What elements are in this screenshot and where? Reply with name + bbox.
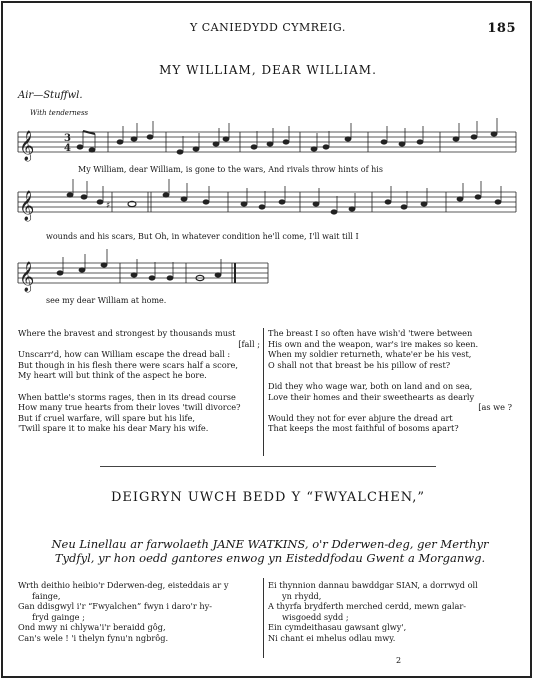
verse-line: yn rhydd, — [282, 590, 322, 601]
column-divider — [263, 578, 264, 658]
clefs — [19, 130, 34, 293]
sharp-signs — [106, 201, 110, 211]
verse-line: His own and the weapon, war's ire makes so keen. — [268, 338, 479, 349]
verse-line: O shall not that breast be his pillow of rest? — [268, 359, 451, 370]
verse-line: When battle's storms rages, then in its dread course — [18, 391, 236, 402]
time-signature — [64, 133, 71, 154]
verse-line: Did they who wage war, both on land and on sea, — [268, 380, 473, 391]
lyrics-line-3: see my dear William at home. — [46, 296, 167, 305]
verse-line: A thyrfa brydferth merched cerdd, mewn galar- — [268, 601, 467, 612]
signature-mark: 2 — [396, 656, 402, 665]
verse-line: Gan ddisgwyl i'r “Fwyalchen” fwyn i daro'r hy- — [18, 601, 213, 612]
treble-clef-icon: 𝄞 — [19, 262, 35, 292]
verse-line: fryd gainge ; — [32, 611, 85, 622]
page-number: 185 — [487, 21, 516, 36]
verse-line: [as we ? — [478, 402, 512, 413]
verse-line: My heart will but think of the aspect he bore. — [18, 370, 207, 381]
lyrics-line-2: wounds and his scars, But Oh, in whatever condition he'll come, I'll wait till I — [46, 232, 359, 241]
verse-line: [fall ; — [238, 338, 260, 349]
elegy-title: DEIGRYN UWCH BEDD Y “FWYALCHEN,” — [110, 490, 426, 505]
treble-clef-icon: 𝄞 — [19, 131, 35, 161]
verse-line: Wrth deithio heibio'r Dderwen-deg, eisteddais ar y — [18, 580, 229, 590]
elegy-right-column — [268, 580, 512, 644]
verse-line: When my soldier returneth, whate'er be his vest, — [268, 349, 472, 360]
verse-line: The breast I so often have wish'd 'twere between — [268, 328, 473, 338]
lyrics-line-1: My William, dear William, is gone to the wars, And rivals throw hints of his — [78, 165, 383, 174]
verse-line: Where the bravest and strongest by thousands must — [18, 328, 236, 338]
verse-line: 'Twill spare it to make his dear Mary his wife. — [18, 423, 209, 434]
svg-text:♯: ♯ — [106, 201, 111, 211]
verse-line: fainge, — [32, 590, 61, 601]
section-divider — [100, 466, 436, 467]
elegy-subtitle: Neu Linellau ar farwolaeth JANE WATKINS, o'r Dderwen-deg, ger Merthyr Tydfyl, yr hon oedd gantores enwog yn Eisteddfodau Gwent a Morganwg. — [51, 537, 489, 565]
tempo-marking: With tenderness — [30, 109, 89, 117]
verse-line: Would they not for ever abjure the dread art — [268, 412, 453, 423]
verse-line: Ein cymdeithasau gawsant glwy', — [268, 622, 407, 633]
verse-line: How many true hearts from their loves 'twill divorce? — [18, 402, 241, 413]
air-name: Air—Stuffwl. — [18, 90, 83, 101]
verse-line: Love their homes and their sweethearts as dearly — [268, 391, 475, 402]
verse-line: Can's wele ! 'i thelyn fynu'n ngbrôg. — [18, 632, 169, 643]
verse-line: That keeps the most faithful of bosoms apart? — [268, 423, 459, 434]
verse-line — [18, 381, 260, 392]
verse-line: But though in his flesh there were scars half a score, — [18, 359, 238, 370]
staff-3 — [18, 263, 268, 283]
staff-2 — [18, 192, 516, 212]
verse-line: Ni chant ei mhelus odlau mwy. — [268, 632, 396, 643]
verse-line: Ei thynnion dannau bawddgar SIAN, a dorrwyd oll — [268, 580, 478, 590]
poem-right-column — [268, 328, 512, 434]
verse-line — [268, 370, 512, 381]
column-divider — [263, 328, 264, 456]
elegy-left-column — [18, 580, 260, 644]
svg-text:4: 4 — [64, 143, 71, 154]
verse-line: Unscarr'd, how can William escape the dread ball : — [18, 349, 231, 360]
treble-clef-icon: 𝄞 — [19, 191, 35, 221]
verse-line: wisgoedd sydd ; — [282, 611, 349, 622]
verse-line: Ond mwy ni chlywa'i'r beraidd gôg, — [18, 622, 166, 633]
poem-left-column — [18, 328, 260, 434]
verse-line: But if cruel warfare, will spare but his life, — [18, 412, 195, 423]
running-title: Y CANIEDYDD CYMREIG. — [190, 21, 346, 34]
song-title: MY WILLIAM, DEAR WILLIAM. — [159, 63, 377, 77]
svg-text:3: 3 — [64, 133, 71, 144]
